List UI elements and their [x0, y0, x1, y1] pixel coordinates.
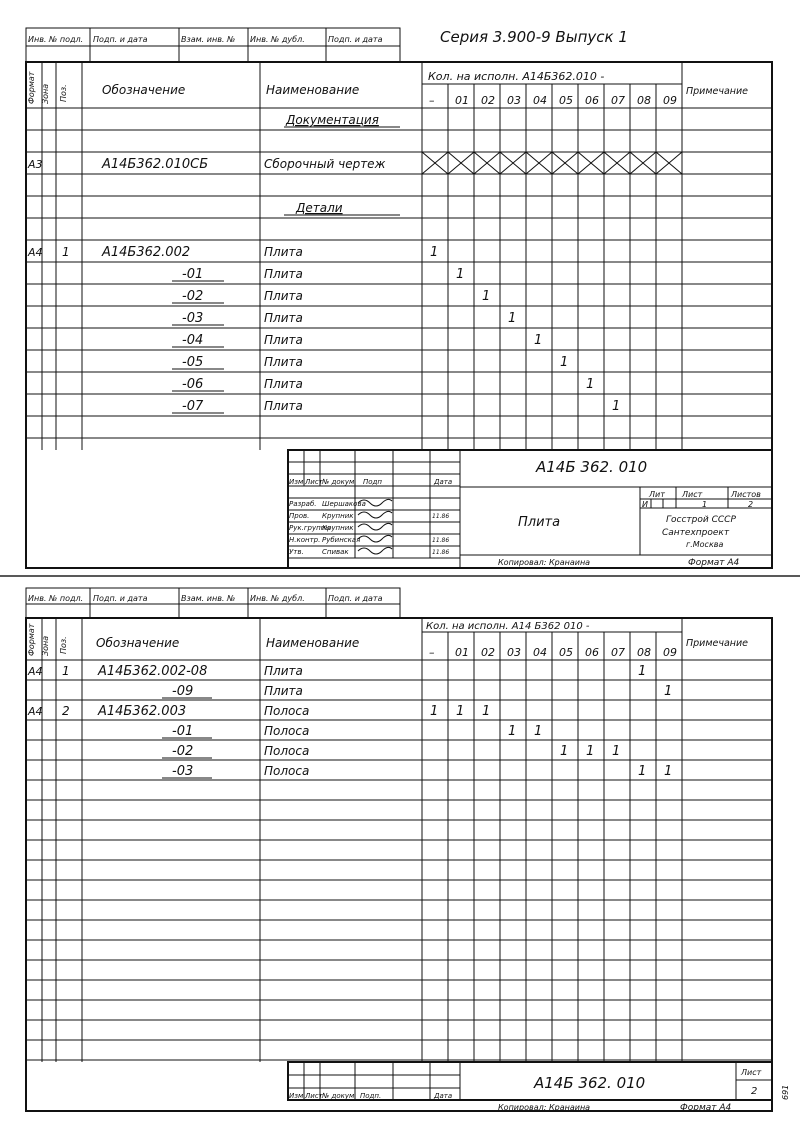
row-designation: -02	[172, 744, 194, 759]
hdr2-zone: Зона	[41, 635, 50, 656]
spec-row	[284, 201, 400, 215]
side-strip-2	[26, 588, 400, 618]
row-designation: А14Б362.002-08	[98, 664, 208, 679]
tb1-lit-value: И	[642, 500, 648, 509]
qty-col-header: 09	[663, 94, 677, 107]
hdr2-designation: Обозначение	[96, 636, 180, 650]
strip2-podp-data: Подп. и дата	[93, 594, 148, 603]
header-1	[26, 70, 772, 108]
qty-col-header: 05	[559, 646, 573, 659]
signature	[358, 523, 392, 530]
tb2-izm: Изм	[289, 1092, 304, 1100]
tb1-org-3: г.Москва	[686, 540, 724, 549]
spec-row	[172, 333, 542, 348]
tb2-sheet-label: Лист	[741, 1068, 762, 1077]
rows-2	[27, 664, 672, 779]
row-format: А4	[28, 665, 43, 678]
row-designation: -09	[172, 684, 194, 699]
qty-value: 1	[534, 333, 543, 348]
row-name: Плита	[264, 267, 303, 281]
qty-col-header: –	[429, 646, 435, 659]
tb1-sheet-label: Лист	[682, 490, 703, 499]
qty-value: 1	[560, 355, 569, 370]
tb1-format: Формат А4	[688, 558, 740, 568]
qty-col-header: 02	[481, 94, 495, 107]
margin-number: 691	[781, 1084, 790, 1100]
qty-value: 1	[664, 764, 673, 779]
tb1-role: Рук.группы	[289, 524, 331, 532]
tb1-doc-code: А14Б 362. 010	[536, 458, 648, 476]
strip-podp-data2: Подп. и дата	[328, 35, 383, 44]
qty-col-header: 01	[455, 646, 469, 659]
spec-row	[27, 245, 438, 260]
tb2-podp: Подп.	[360, 1092, 382, 1100]
spec-row	[162, 764, 672, 779]
qty-col-header: 03	[507, 646, 521, 659]
qty-value: 1	[456, 267, 465, 282]
tb1-role: Пров.	[289, 512, 310, 520]
row-pos: 1	[62, 245, 70, 259]
row-name: Плита	[264, 333, 303, 347]
qty-value: 1	[638, 764, 647, 779]
series-title: Серия 3.900-9 Выпуск 1	[440, 28, 628, 46]
qty-value: 1	[664, 684, 673, 699]
tb1-person: Шершакова	[322, 500, 366, 508]
row-name: Плита	[264, 399, 303, 413]
tb1-role: Разраб.	[289, 500, 317, 508]
spec-row	[172, 267, 464, 282]
row-designation: -05	[182, 355, 204, 370]
row-pos: 1	[62, 664, 70, 678]
row-format: А4	[28, 246, 43, 259]
strip-inv-podl: Инв. № подл.	[28, 35, 84, 44]
hdr-format: Формат	[27, 71, 36, 104]
frame-2	[26, 618, 772, 1111]
strip-vzam-inv: Взам. инв. №	[181, 35, 236, 44]
sheet-2	[26, 588, 790, 1113]
spec-row	[27, 664, 646, 679]
row-designation: А14Б362.002	[102, 245, 191, 260]
spec-row	[172, 355, 568, 370]
tb1-copied-by: Копировал: Кранаина	[498, 558, 591, 567]
spec-row	[172, 377, 594, 392]
spec-row	[172, 289, 490, 304]
spec-row	[162, 724, 542, 739]
tb1-list: Лист	[305, 478, 323, 486]
tb1-person: Спивак	[322, 548, 349, 556]
qty-col-header: 07	[611, 646, 625, 659]
qty-value: 1	[430, 245, 439, 260]
row-format: А3	[28, 158, 43, 171]
row-designation: -06	[182, 377, 204, 392]
qty-col-header: 07	[611, 94, 625, 107]
hdr-zone: Зона	[41, 83, 50, 104]
spec-row	[172, 399, 620, 414]
signature	[358, 547, 392, 554]
hdr-note: Примечание	[686, 86, 749, 97]
row-name: Плита	[264, 664, 303, 678]
row-name: Плита	[264, 289, 303, 303]
row-format: А4	[28, 705, 43, 718]
qty-col-header: 08	[637, 94, 651, 107]
spec-row	[27, 704, 490, 719]
hdr2-qty-title: Кол. на исполн. А14 Б362 010 -	[426, 621, 590, 632]
row-designation: -01	[182, 267, 204, 282]
row-designation: -01	[172, 724, 194, 739]
row-name: Плита	[264, 245, 303, 259]
tb2-doc-code: А14Б 362. 010	[534, 1074, 646, 1092]
qty-col-header: 06	[585, 646, 599, 659]
strip2-vzam-inv: Взам. инв. №	[181, 594, 236, 603]
qty-headers-1	[429, 94, 677, 107]
row-designation: -03	[172, 764, 194, 779]
header-2	[26, 621, 772, 660]
spec-row	[172, 311, 516, 326]
strip-podp-data: Подп. и дата	[93, 35, 148, 44]
qty-value: 1	[638, 664, 647, 679]
tb2-sheet-value: 2	[751, 1086, 758, 1097]
row-name: Полоса	[264, 724, 310, 738]
qty-value: 1	[612, 399, 621, 414]
signature	[358, 535, 392, 542]
qty-headers-2	[429, 646, 677, 659]
qty-value: 1	[430, 704, 439, 719]
spec-row	[162, 684, 672, 699]
tb1-person: Крупник	[322, 524, 354, 532]
row-name: Полоса	[264, 764, 310, 778]
row-name: Полоса	[264, 704, 310, 718]
qty-col-header: 04	[533, 94, 547, 107]
qty-col-header: 05	[559, 94, 573, 107]
sheet-1	[26, 28, 772, 568]
tb2-copied-by: Копировал: Кранаина	[498, 1103, 591, 1112]
row-designation: -07	[182, 399, 204, 414]
hdr2-format: Формат	[27, 623, 36, 656]
tb1-org-2: Сантехпроект	[662, 528, 730, 538]
row-designation: -02	[182, 289, 204, 304]
tb1-sheets-value: 2	[748, 500, 754, 509]
tb1-podp: Подп	[363, 478, 382, 486]
row-name: Сборочный чертеж	[264, 157, 386, 171]
section-heading: Документация	[286, 113, 379, 127]
hdr-pos: Поз.	[59, 84, 68, 102]
qty-value: 1	[534, 724, 543, 739]
tb1-roles	[289, 499, 449, 556]
tb1-date: 11.86	[432, 513, 450, 520]
qty-value: 1	[482, 289, 491, 304]
tb1-ndoc: № докум	[322, 478, 355, 486]
qty-col-header: 03	[507, 94, 521, 107]
hdr-name: Наименование	[266, 83, 360, 97]
side-strip-1	[26, 28, 400, 62]
row-designation: -03	[182, 311, 204, 326]
signature	[358, 511, 392, 518]
hdr-designation: Обозначение	[102, 83, 186, 97]
title-block-2	[288, 1062, 772, 1100]
row-name: Плита	[264, 311, 303, 325]
row-designation: А14Б362.003	[98, 704, 187, 719]
spec-row	[27, 152, 682, 174]
qty-value: 1	[612, 744, 621, 759]
row-name: Плита	[264, 377, 303, 391]
row-pos: 2	[62, 704, 70, 718]
strip2-inv-dubl: Инв. № дубл.	[250, 594, 305, 603]
tb1-date: 11.86	[432, 549, 450, 556]
tb1-sheet-value: 1	[702, 500, 708, 509]
qty-col-header: –	[429, 94, 435, 107]
row-name: Плита	[264, 355, 303, 369]
qty-col-header: 02	[481, 646, 495, 659]
qty-value: 1	[560, 744, 569, 759]
qty-value: 1	[482, 704, 491, 719]
tb2-list: Лист	[305, 1092, 323, 1100]
rows-1	[27, 113, 682, 414]
tb1-person: Рубинская	[322, 536, 361, 544]
tb2-ndoc: № докум	[322, 1092, 355, 1100]
strip-inv-dubl: Инв. № дубл.	[250, 35, 305, 44]
tb1-data: Дата	[434, 478, 453, 486]
qty-col-header: 01	[455, 94, 469, 107]
tb1-lit-label: Лит	[649, 490, 665, 499]
qty-value: 1	[508, 724, 517, 739]
tb1-izm: Изм	[289, 478, 304, 486]
hdr-qty-title: Кол. на исполн. А14Б362.010 -	[428, 70, 605, 83]
qty-col-header: 04	[533, 646, 547, 659]
grid-2	[26, 618, 772, 1062]
qty-value: 1	[586, 744, 595, 759]
hdr2-pos: Поз.	[59, 636, 68, 654]
title-block-1	[288, 450, 772, 568]
qty-value: 1	[586, 377, 595, 392]
qty-col-header: 09	[663, 646, 677, 659]
row-designation: -04	[182, 333, 204, 348]
qty-col-header: 08	[637, 646, 651, 659]
tb1-sheets-label: Листов	[731, 490, 761, 499]
strip2-inv-podl: Инв. № подл.	[28, 594, 84, 603]
tb2-data: Дата	[434, 1092, 453, 1100]
tb1-role: Утв.	[289, 548, 304, 556]
section-heading: Детали	[296, 201, 343, 215]
row-name: Полоса	[264, 744, 310, 758]
strip2-podp-data2: Подп. и дата	[328, 594, 383, 603]
tb1-person: Крупник	[322, 512, 354, 520]
tb1-role: Н.контр.	[289, 536, 321, 544]
qty-value: 1	[508, 311, 517, 326]
hdr2-note: Примечание	[686, 638, 749, 649]
row-name: Плита	[264, 684, 303, 698]
spec-row	[284, 113, 400, 127]
row-designation: А14Б362.010СБ	[102, 157, 209, 172]
hdr2-name: Наименование	[266, 636, 360, 650]
tb1-doc-name: Плита	[518, 515, 561, 530]
tb1-org-1: Госстрой СССР	[666, 515, 736, 525]
tb2-format: Формат А4	[680, 1103, 732, 1113]
tb1-date: 11.86	[432, 537, 450, 544]
qty-col-header: 06	[585, 94, 599, 107]
qty-value: 1	[456, 704, 465, 719]
